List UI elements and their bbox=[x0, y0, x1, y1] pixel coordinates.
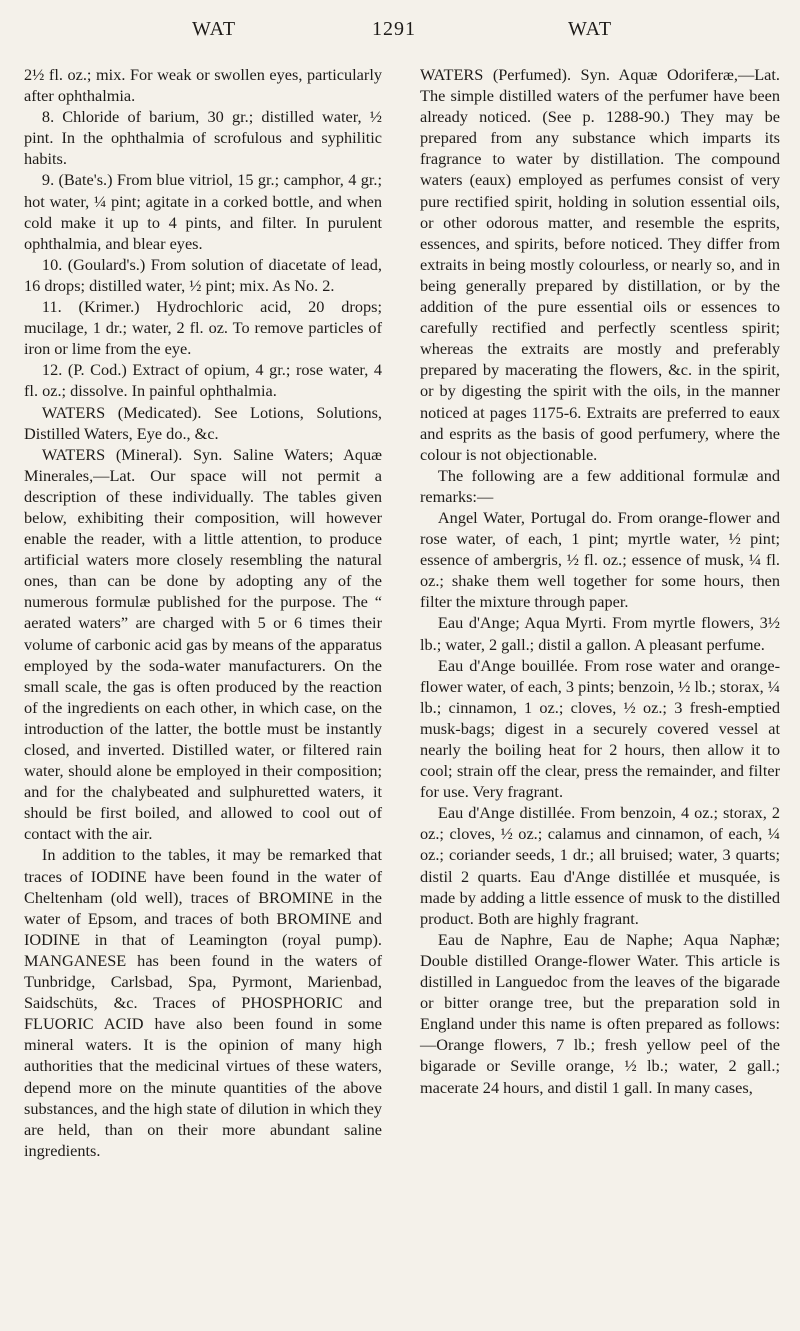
recipe-angel-water: Angel Water, Portugal do. From orange-flower and rose water, of each, 1 pint; myrtle water, ½ pint; essence of ambergris, ½ fl. oz.; essence of musk, ¼ fl. oz.; shake them well together for some hours, then filter the mixture through paper. bbox=[420, 507, 780, 612]
recipe-eau-de-naphre: Eau de Naphre, Eau de Naphe; Aqua Naphæ; Double distilled Orange-flower Water. This article is distilled in Languedoc from the leaves of the bigarade or bitter orange tree, but the preparation sold in England under this name is often prepared as follows:—Orange flowers, 7 lb.; fresh yellow peel of the bigarade or Seville orange, ½ lb.; water, 2 gall.; macerate 24 hours, and distil 1 gall. In many cases, bbox=[420, 929, 780, 1097]
entry-waters-mineral: WATERS (Mineral). Syn. Saline Waters; Aquæ Minerales,—Lat. Our space will not permit a description of these individually. The tables given below, exhibiting their composition, will however enable the reader, with a little attention, to produce artificial waters more closely resembling the natural ones, than can be done by adopting any of the numerous formulæ published for the purpose. The “ aerated waters” are charged with 5 or 6 times their volume of carbonic acid gas by means of the apparatus employed by the soda-water manufacturers. On the small scale, the gas is often produced by the reaction of the ingredients on each other, in which case, on the introduction of the latter, the bottle must be instantly closed, and inverted. Distilled water, or filtered rain water, should alone be employed in their composition; and for the chalybeated and sulphuretted waters, it should be first boiled, and allowed to cool out of contact with the air. bbox=[24, 444, 382, 844]
recipe-eau-dange: Eau d'Ange; Aqua Myrti. From myrtle flowers, 3½ lb.; water, 2 gall.; distil a gallon. A pleasant perfume. bbox=[420, 613, 780, 654]
paragraph: 8. Chloride of barium, 30 gr.; distilled water, ½ pint. In the ophthalmia of scrofulous and syphilitic habits. bbox=[24, 107, 382, 169]
right-column bbox=[420, 64, 780, 1098]
paragraph: In addition to the tables, it may be remarked that traces of IODINE have been found in the water of Cheltenham (old well), traces of BROMINE in the water of Epsom, and traces of both BROMINE and IODINE in that of Leamington (royal pump). MANGANESE has been found in the waters of Tunbridge, Carlsbad, Spa, Pyrmont, Marienbad, Saidschüts, &c. Traces of PHOSPHORIC and FLUORIC ACID have also been found in some mineral waters. It is the opinion of many high authorities that the medicinal virtues of these waters, depend more on the minute quantities of the above substances, and the high state of dilution in which they are held, than on their more abundant saline ingredients. bbox=[24, 845, 382, 1160]
header-left-word: WAT bbox=[192, 18, 237, 40]
header-right-word: WAT bbox=[568, 18, 613, 40]
paragraph: 10. (Goulard's.) From solution of diacetate of lead, 16 drops; distilled water, ½ pint; mix. As No. 2. bbox=[24, 254, 382, 295]
entry-waters-medicated: WATERS (Medicated). See Lotions, Solutions, Distilled Waters, Eye do., &c. bbox=[24, 402, 382, 443]
paragraph: 9. (Bate's.) From blue vitriol, 15 gr.; camphor, 4 gr.; hot water, ¼ pint; agitate in a corked bottle, and when cold make it up to 4 pints, and filter. In purulent ophthalmia, and blear eyes. bbox=[24, 170, 382, 253]
left-column bbox=[24, 64, 382, 1161]
recipe-eau-dange-bouillee: Eau d'Ange bouillée. From rose water and orange-flower water, of each, 3 pints; benzoin, ½ lb.; storax, ¼ lb.; cinnamon, 1 oz.; cloves, ½ oz.; 3 fresh-emptied musk-bags; digest in a securely covered vessel at nearly the boiling heat for 2 hours, then allow it to cool; strain off the clear, press the remainder, and filter for use. Very fragrant. bbox=[420, 655, 780, 802]
paragraph: The following are a few additional formulæ and remarks:— bbox=[420, 465, 780, 506]
page-number: 1291 bbox=[372, 18, 416, 40]
paragraph: 12. (P. Cod.) Extract of opium, 4 gr.; rose water, 4 fl. oz.; dissolve. In painful ophthalmia. bbox=[24, 360, 382, 401]
entry-waters-perfumed: WATERS (Perfumed). Syn. Aquæ Odoriferæ,—Lat. The simple distilled waters of the perfumer have been already noticed. (See p. 1288-90.) They may be prepared from any substance which imparts its fragrance to water by distillation. The compound waters (eaux) employed as perfumes consist of very pure rectified spirit, holding in solution essential oils, or other odorous matter, and resemble the esprits, essences, and spirits, before noticed. They differ from extraits in being mostly colourless, or nearly so, and in being generally prepared by distillation, or by the addition of the pure essential oils or essences to carefully rectified and perfectly scentless spirit; whereas the extraits are mostly and preferably prepared by macerating the flowers, &c. in the spirit, or by digesting the spirit with the oils, in the manner noticed at pages 1175-6. Extraits are preferred to eaux and esprits as the basis of good perfumery, where the colour is not objectionable. bbox=[420, 65, 780, 464]
paragraph: 2½ fl. oz.; mix. For weak or swollen eyes, particularly after ophthalmia. bbox=[24, 65, 382, 106]
running-header bbox=[0, 18, 800, 48]
paragraph: 11. (Krimer.) Hydrochloric acid, 20 drops; mucilage, 1 dr.; water, 2 fl. oz. To remove particles of iron or lime from the eye. bbox=[24, 297, 382, 359]
recipe-eau-dange-distillee: Eau d'Ange distillée. From benzoin, 4 oz.; storax, 2 oz.; cloves, ½ oz.; calamus and cinnamon, of each, ¼ oz.; coriander seeds, 1 dr.; all bruised; water, 3 quarts; distil 2 quarts. Eau d'Ange distillée et musquée, is made by adding a little essence of musk to the distilled product. Both are highly fragrant. bbox=[420, 803, 780, 928]
